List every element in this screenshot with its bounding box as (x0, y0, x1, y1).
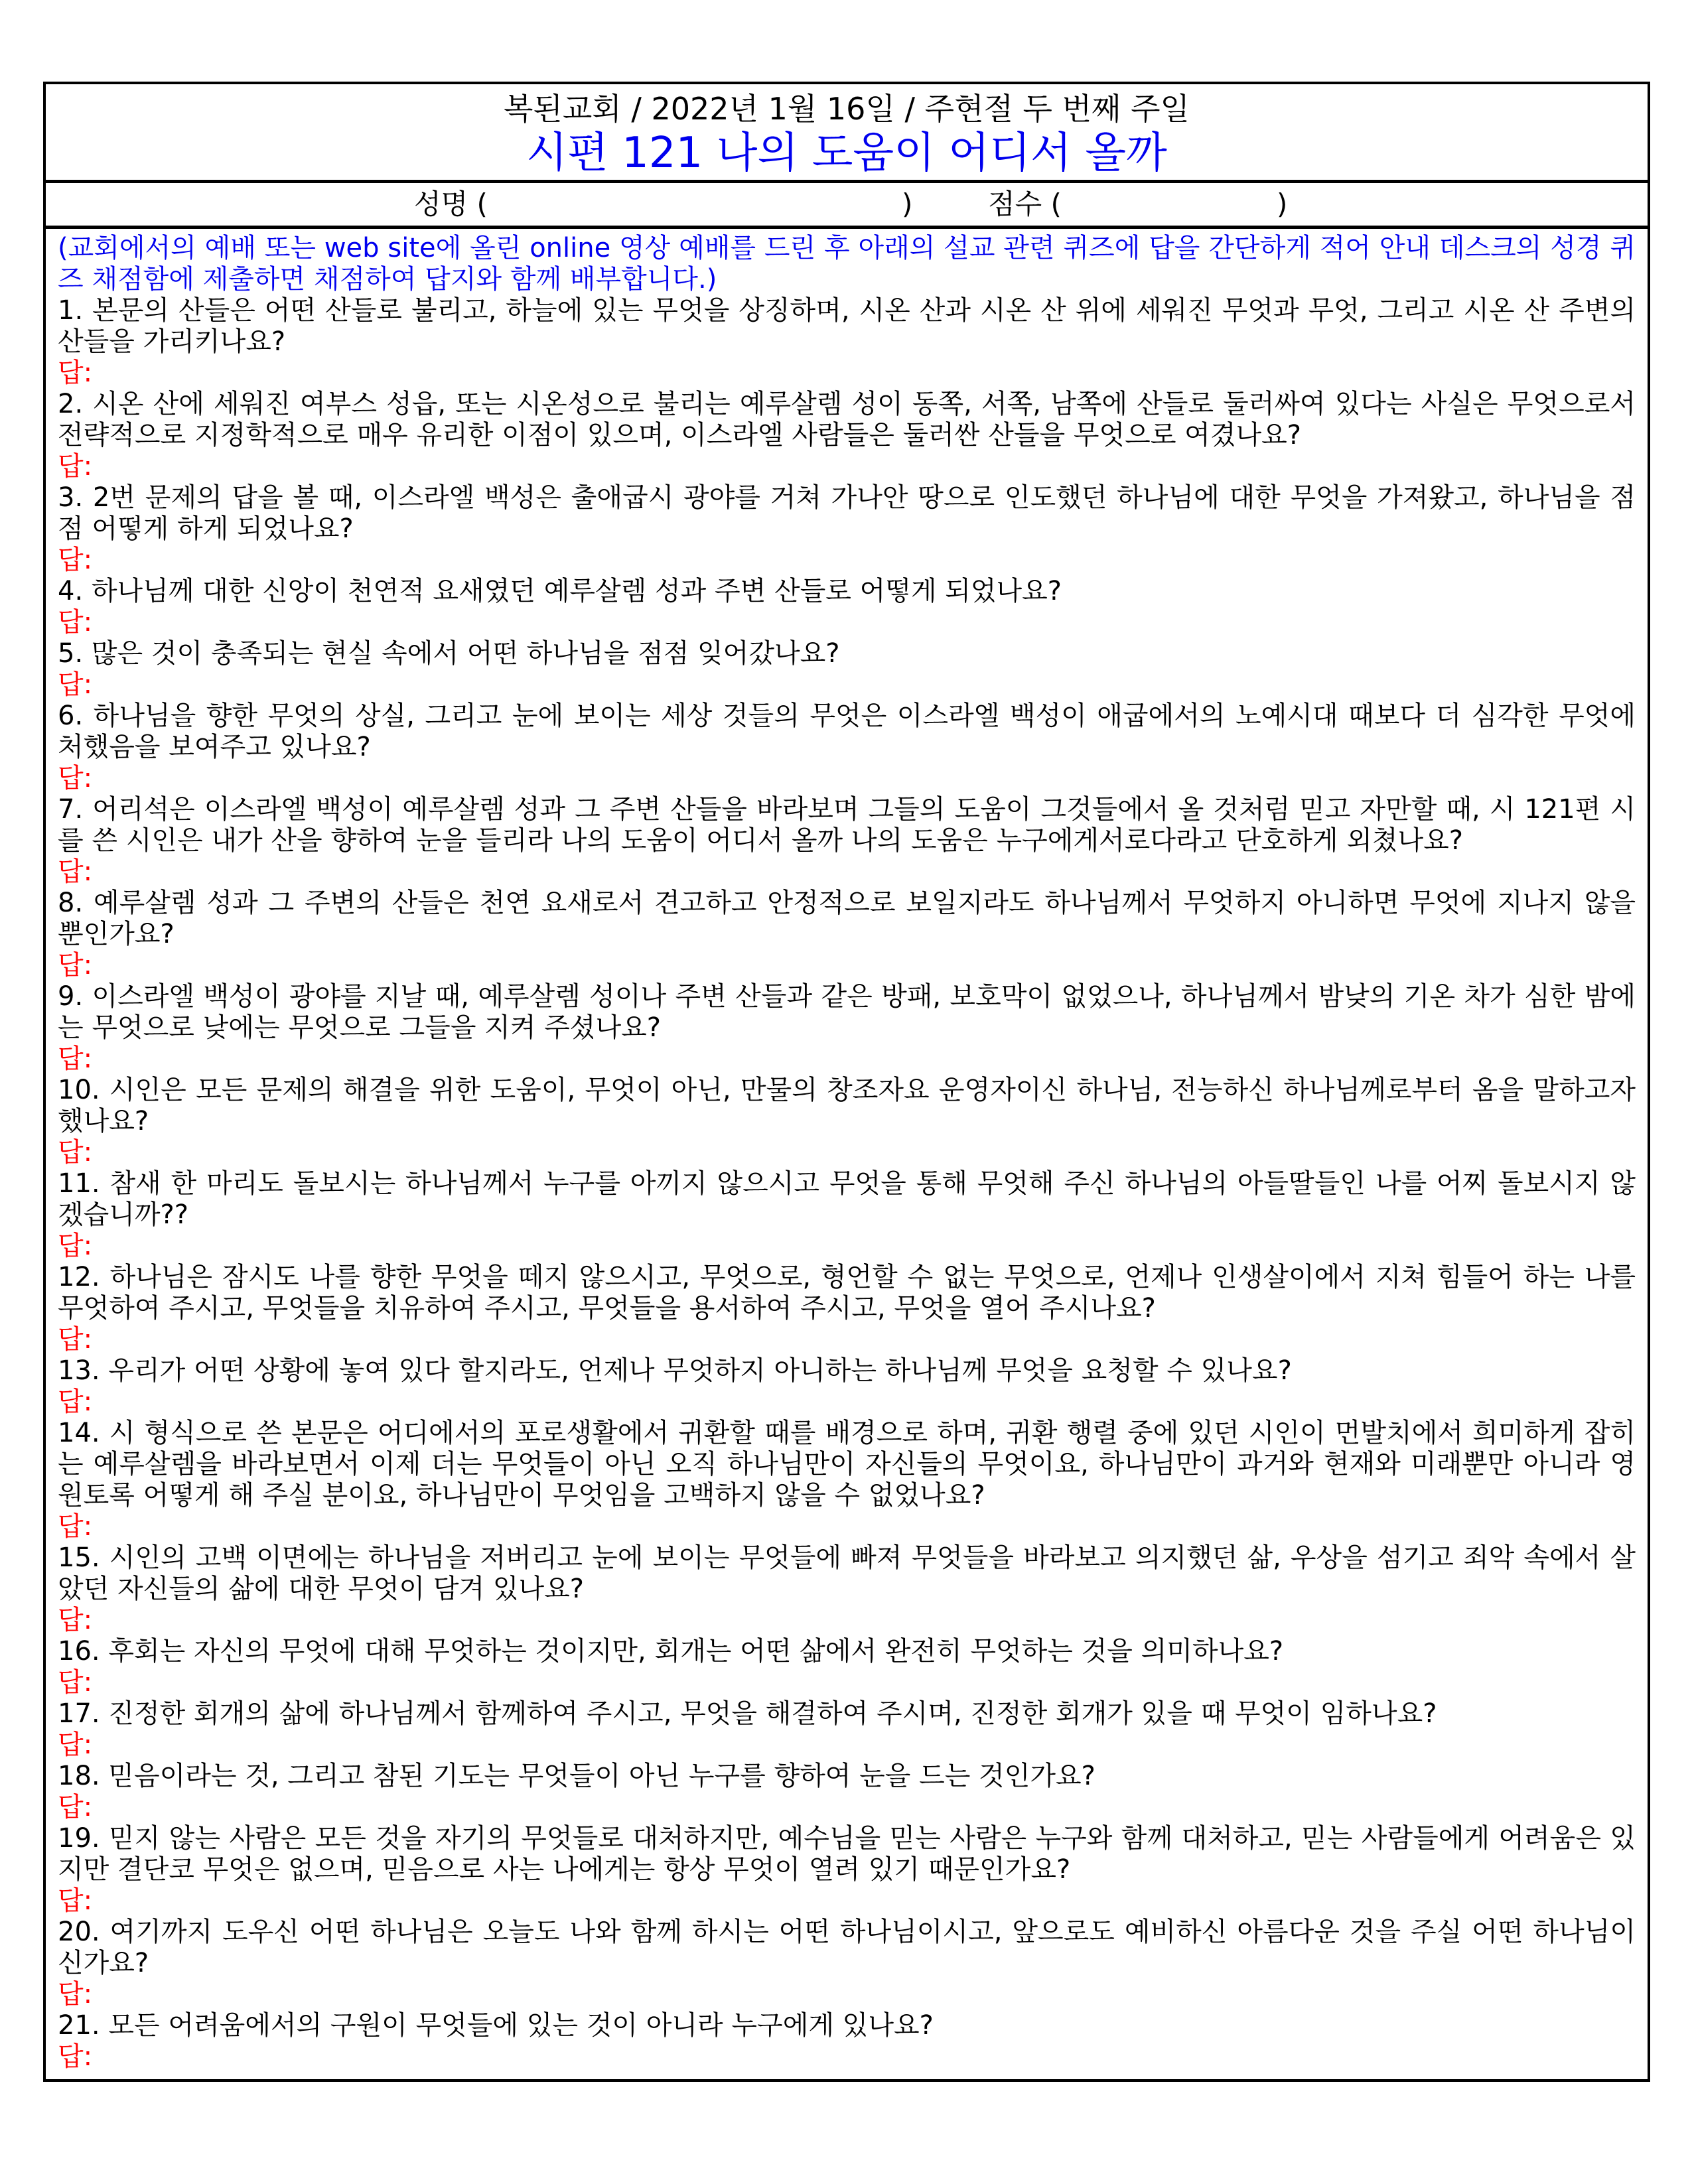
score-label: 점수 ( (988, 188, 1062, 220)
question-6: 6. 하나님을 향한 무엇의 상실, 그리고 눈에 보이는 세상 것들의 무엇은 이스라엘 백성이 애굽에서의 노예시대 때보다 더 심각한 무엇에 처했음을 보여주고 있나요? (58, 701, 1636, 762)
answer-label[interactable]: 답: (58, 669, 93, 700)
answer-label[interactable]: 답: (58, 2041, 93, 2072)
answer-label[interactable]: 답: (58, 1511, 93, 1542)
answer-label[interactable]: 답: (58, 1231, 93, 1261)
answer-label[interactable]: 답: (58, 451, 93, 482)
question-7: 7. 어리석은 이스라엘 백성이 예루살렘 성과 그 주변 산들을 바라보며 그들의 도움이 그것들에서 올 것처럼 믿고 자만할 때, 시 121편 시를 쓴 시인은 내가 산을 향하여 눈을 들리라 나의 도움이 어디서 올까 나의 도움은 누구에게서로다라고 단호하게 외쳤나요? (58, 794, 1636, 856)
question-9: 9. 이스라엘 백성이 광야를 지날 때, 예루살렘 성이나 주변 산들과 같은 방패, 보호막이 없었으나, 하나님께서 밤낮의 기온 차가 심한 밤에는 무엇으로 낮에는 무엇으로 그들을 지켜 주셨나요? (58, 981, 1636, 1043)
church-date-line: 복된교회 / 2022년 1월 16일 / 주현절 두 번째 주일 (503, 91, 1190, 127)
answer-label[interactable]: 답: (58, 1605, 93, 1635)
answer-label[interactable]: 답: (58, 856, 93, 887)
answer-label[interactable]: 답: (58, 1979, 93, 2010)
quiz-sheet (43, 82, 1650, 2082)
answer-label[interactable]: 답: (58, 1044, 93, 1074)
sermon-title: 시편 121 나의 도움이 어디서 올까 (526, 129, 1167, 178)
question-3: 3. 2번 문제의 답을 볼 때, 이스라엘 백성은 출애굽시 광야를 거쳐 가나안 땅으로 인도했던 하나님에 대한 무엇을 가져왔고, 하나님을 점점 어떻게 하게 되었나요? (58, 482, 1636, 544)
question-4: 4. 하나님께 대한 신앙이 천연적 요새였던 예루살렘 성과 주변 산들로 어떻게 되었나요? (58, 576, 1062, 606)
question-5: 5. 많은 것이 충족되는 현실 속에서 어떤 하나님을 점점 잊어갔나요? (58, 638, 840, 669)
question-10: 10. 시인은 모든 문제의 해결을 위한 도움이, 무엇이 아닌, 만물의 창조자요 운영자이신 하나님, 전능하신 하나님께로부터 옴을 말하고자 했나요? (58, 1075, 1636, 1136)
answer-label[interactable]: 답: (58, 763, 93, 793)
question-13: 13. 우리가 어떤 상황에 놓여 있다 할지라도, 언제나 무엇하지 아니하는 하나님께 무엇을 요청할 수 있나요? (58, 1355, 1292, 1386)
header (46, 84, 1648, 183)
answer-label[interactable]: 답: (58, 1885, 93, 1916)
question-1: 1. 본문의 산들은 어떤 산들로 불리고, 하늘에 있는 무엇을 상징하며, 시온 산과 시온 산 위에 세워진 무엇과 무엇, 그리고 시온 산 주변의 산들을 가리키나요? (58, 295, 1636, 357)
question-12: 12. 하나님은 잠시도 나를 향한 무엇을 떼지 않으시고, 무엇으로, 형언할 수 없는 무엇으로, 언제나 인생살이에서 지쳐 힘들어 하는 나를 무엇하여 주시고, 무엇들을 치유하여 주시고, 무엇들을 용서하여 주시고, 무엇을 열어 주시나요? (58, 1262, 1636, 1324)
instructions: (교회에서의 예배 또는 web site에 올린 online 영상 예배를 드린 후 아래의 설교 관련 퀴즈에 답을 간단하게 적어 안내 데스크의 성경 퀴즈 채점함에 제출하면 채점하여 답지와 함께 배부합니다.) (58, 233, 1636, 295)
answer-label[interactable]: 답: (58, 358, 93, 388)
question-2: 2. 시온 산에 세워진 여부스 성읍, 또는 시온성으로 불리는 예루살렘 성이 동쪽, 서쪽, 남쪽에 산들로 둘러싸여 있다는 사실은 무엇으로서 전략적으로 지정학적으로 매우 유리한 이점이 있으며, 이스라엘 사람들은 둘러싼 산들을 무엇으로 여겼나요? (58, 389, 1636, 450)
question-11: 11. 참새 한 마리도 돌보시는 하나님께서 누구를 아끼지 않으시고 무엇을 통해 무엇해 주신 하나님의 아들딸들인 나를 어찌 돌보시지 않겠습니까?? (58, 1168, 1636, 1230)
score-close: ) (1277, 188, 1288, 220)
answer-label[interactable]: 답: (58, 607, 93, 638)
question-16: 16. 후회는 자신의 무엇에 대해 무엇하는 것이지만, 회개는 어떤 삶에서 완전히 무엇하는 것을 의미하나요? (58, 1636, 1284, 1667)
question-21: 21. 모든 어려움에서의 구원이 무엇들에 있는 것이 아니라 누구에게 있나요? (58, 2010, 934, 2041)
answer-label[interactable]: 답: (58, 1137, 93, 1168)
answer-label[interactable]: 답: (58, 1324, 93, 1355)
answer-label[interactable]: 답: (58, 545, 93, 575)
answer-label[interactable]: 답: (58, 1730, 93, 1760)
quiz-body (46, 229, 1648, 2079)
answer-label[interactable]: 답: (58, 1792, 93, 1822)
answer-label[interactable]: 답: (58, 1667, 93, 1698)
question-15: 15. 시인의 고백 이면에는 하나님을 저버리고 눈에 보이는 무엇들에 빠져 무엇들을 바라보고 의지했던 삶, 우상을 섬기고 죄악 속에서 살았던 자신들의 삶에 대한 무엇이 담겨 있나요? (58, 1542, 1636, 1604)
answer-label[interactable]: 답: (58, 1387, 93, 1417)
question-17: 17. 진정한 회개의 삶에 하나님께서 함께하여 주시고, 무엇을 해결하여 주시며, 진정한 회개가 있을 때 무엇이 임하나요? (58, 1698, 1437, 1729)
name-score-row (46, 183, 1648, 229)
question-20: 20. 여기까지 도우신 어떤 하나님은 오늘도 나와 함께 하시는 어떤 하나님이시고, 앞으로도 예비하신 아름다운 것을 주실 어떤 하나님이신가요? (58, 1917, 1636, 1978)
question-18: 18. 믿음이라는 것, 그리고 참된 기도는 무엇들이 아닌 누구를 향하여 눈을 드는 것인가요? (58, 1761, 1095, 1791)
name-close: ) (902, 188, 913, 220)
name-label: 성명 ( (414, 188, 488, 220)
answer-label[interactable]: 답: (58, 950, 93, 981)
question-8: 8. 예루살렘 성과 그 주변의 산들은 천연 요새로서 견고하고 안정적으로 보일지라도 하나님께서 무엇하지 아니하면 무엇에 지나지 않을 뿐인가요? (58, 888, 1636, 949)
question-19: 19. 믿지 않는 사람은 모든 것을 자기의 무엇들로 대처하지만, 예수님을 믿는 사람은 누구와 함께 대처하고, 믿는 사람들에게 어려움은 있지만 결단코 무엇은 없으며, 믿음으로 사는 나에게는 항상 무엇이 열려 있기 때문인가요? (58, 1823, 1636, 1885)
question-14: 14. 시 형식으로 쓴 본문은 어디에서의 포로생활에서 귀환할 때를 배경으로 하며, 귀환 행렬 중에 있던 시인이 먼발치에서 희미하게 잡히는 예루살렘을 바라보면서 이제 더는 무엇들이 아닌 오직 하나님만이 자신들의 무엇이요, 하나님만이 과거와 현재와 미래뿐만 아니라 영원토록 어떻게 해 주실 분이요, 하나님만이 무엇임을 고백하지 않을 수 없었나요? (58, 1418, 1636, 1511)
